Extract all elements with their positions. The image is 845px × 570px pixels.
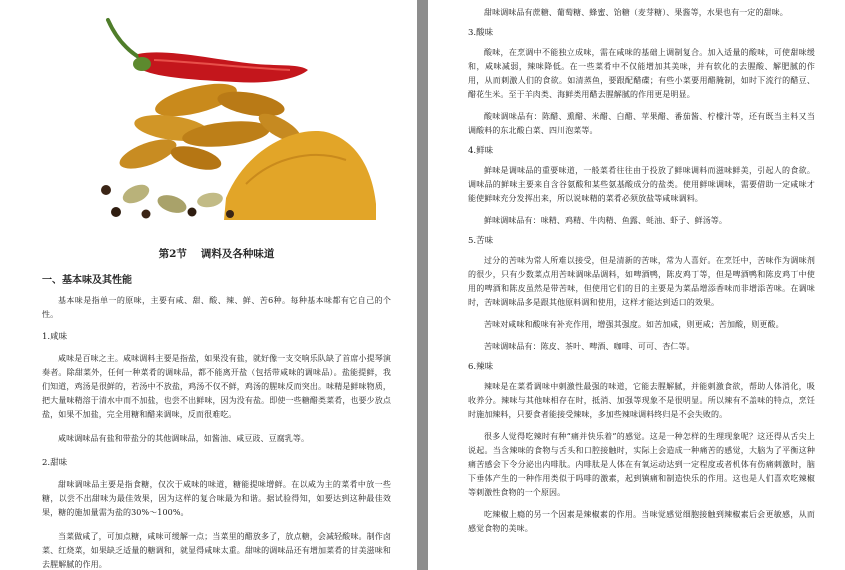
intro-paragraph: 基本味是指单一的原味，主要有咸、甜、酸、辣、鲜、苦6种。每种基本味都有它自己的个性。 xyxy=(42,296,391,319)
spicy-paragraph-3: 吃辣椒上瘾的另一个因素是辣椒素的作用。当味觉感觉细胞接触到辣椒素后会更敏感，从而感觉食物的美味。 xyxy=(468,510,815,533)
sweet-paragraph-2: 当菜做咸了，可加点糖，咸味可缓解一点；当菜里的醋放多了，放点糖，会减轻酸味。制作卤菜、红烧菜，如果缺乏适量的糖调和，就显得咸味太重。甜味的调味品还有增加菜肴的甘美滋味和去腥解腻的作用。 xyxy=(42,532,391,569)
subheading-spicy: 6.辣味 xyxy=(468,362,494,372)
sour-paragraph-1: 酸味，在烹调中不能独立成味，需在咸味的基础上调制复合。加入适量的酸味，可使甜味缓和，咸味减弱，辣味降低。在一些菜肴中不仅能增加其美味，并有软化的去腥酸、解肥腻的作用，从而刺激人们的食欲。如清蒸鱼，要跟配醋碟；有些小菜要用醋腌制，如时下流行的醋豆、醋花生米。至于羊肉类、海鲜类用醋去腥解腻的作用更是明显。 xyxy=(468,48,815,99)
salty-paragraph-1: 咸味是百味之主。咸味调料主要是指盐，如果没有盐，就好像一支交响乐队缺了首席小提琴演奏者。除甜菜外，任何一种菜肴的调味品，都不能离开盐（包括带咸味的调味品）。盐能提鲜，我们知道，鸡汤是很鲜的，若汤中不放盐，鸡汤不仅不鲜，鸡汤的腥味反而突出。味精是鲜味物质，把大量味精溶于清水中而不加盐，也尝不出鲜味，因为没有盐。即使一些糖醋类菜肴，也要少放点盐，如果不加盐，完全用糖和醋来调味，反而很难吃。 xyxy=(42,354,391,419)
bitter-paragraph-2: 苦味对咸味和酸味有补充作用，增强其强度。如苦加咸，则更咸；苦加酸，则更酸。 xyxy=(484,320,784,329)
bitter-paragraph-1: 过分的苦味为常人所难以接受，但是清新的苦味，常为人喜好。在烹饪中，苦味作为调味剂的很少，只有少数菜点用苦味调味品调料，如啤酒鸭，陈皮鸡丁等，但是啤酒鸭和陈皮鸡丁中使用的啤酒和陈皮虽然是带苦味，但使用它们的目的主要是为菜品增添香味而非增添苦味。在调味时，苦味调味品多是跟其他原料调和使用，这样才能达到适口的效果。 xyxy=(468,256,815,307)
right-page xyxy=(428,0,845,570)
spices-photo xyxy=(76,8,376,220)
umami-paragraph-2: 鲜味调味品有：味精、鸡精、牛肉精、鱼露、蚝油、虾子、鲜汤等。 xyxy=(484,216,727,225)
subheading-sweet: 2.甜味 xyxy=(42,458,68,468)
subheading-sour: 3.酸味 xyxy=(468,28,494,38)
spices-illustration xyxy=(76,8,376,220)
umami-paragraph-1: 鲜味是调味品的重要味道，一般菜肴往往由于投放了鲜味调料而滋味鲜美，引起人的食欲。调味品的鲜味主要来自含谷氨酸和某些氨基酸成分的盐类。使用鲜味调味，需要借助一定咸味才能使鲜味充分发挥出来，所以说味精的菜肴必须放盐等咸味调料。 xyxy=(468,166,815,203)
section-number: 第2节 xyxy=(158,248,187,260)
spicy-paragraph-1: 辣味是在菜肴调味中刺激性最强的味道，它能去腥解腻，并能刺激食欲，帮助人体消化，吸收养分。辣味与其他味相存在时，抵消、加强等现象不是很明显。所以辣有不盖味的特点，烹饪时施加辣料，只要食者能接受辣味，多加些辣味调料终归是不会失败的。 xyxy=(468,382,815,419)
left-page xyxy=(0,0,417,570)
sweet-continued-paragraph: 甜味调味品有蔗糖、葡萄糖、蜂蜜、饴糖（麦芽糖）、果酱等，水果也有一定的甜味。 xyxy=(484,8,788,17)
sour-paragraph-2: 酸味调味品有：陈醋、熏醋、米醋、白醋、苹果醋、番茄酱、柠檬汁等，还有既当主料又当调酸料的东北酸白菜、四川泡菜等。 xyxy=(468,112,815,135)
page-gutter xyxy=(417,0,428,570)
bitter-paragraph-3: 苦味调味品有：陈皮、茶叶、啤酒、咖啡、可可、杏仁等。 xyxy=(484,342,695,351)
spicy-paragraph-2: 很多人觉得吃辣时有种“痛并快乐着”的感觉。这是一种怎样的生理现象呢？这还得从舌尖上说起。当含辣味的食物与舌头和口腔接触时，实际上会造成一种痛苦的感觉，大脑为了平衡这种痛苦感会下令分泌出内啡肽。内啡肽是人体在有氧运动达到一定程度或者机体有伤痛刺激时，脑下垂体产生的一种作用类似于吗啡的激素，起到镇痛和制造快乐的作用。这也是人们喜欢吃辣椒等刺激性食物的一个原因。 xyxy=(468,432,815,497)
salty-paragraph-2: 咸味调味品有盐和带盐分的其他调味品，如酱油、咸豆豉、豆腐乳等。 xyxy=(58,434,310,443)
heading-basic-tastes: 一、基本味及其性能 xyxy=(42,275,132,286)
sweet-paragraph-1: 甜味调味品主要是指食糖，仅次于咸味的味道，糖能提味增鲜。在以咸为主的菜肴中放一些糖，以尝不出甜味为最佳效果，因为这样的复合味最为和谐。据试验得知，如要达到这种最佳效果，糖的施加量需为盐的30%～100%。 xyxy=(42,480,391,517)
subheading-bitter: 5.苦味 xyxy=(468,236,494,246)
section-title xyxy=(42,246,391,261)
subheading-salty: 1.咸味 xyxy=(42,332,68,342)
section-name: 调料及各种味道 xyxy=(200,248,275,260)
subheading-umami: 4.鲜味 xyxy=(468,146,494,156)
